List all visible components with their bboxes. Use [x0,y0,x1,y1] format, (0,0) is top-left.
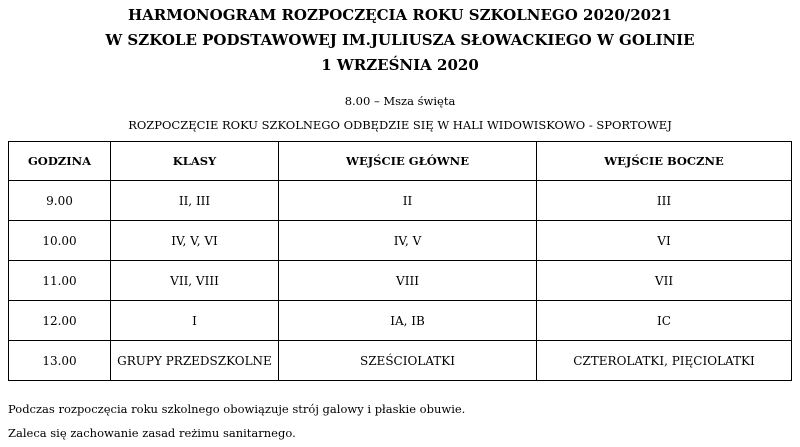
cell-main-entrance: IA, IB [279,301,537,341]
cell-hour: 11.00 [9,261,111,301]
cell-hour: 10.00 [9,221,111,261]
cell-main-entrance: SZEŚCIOLATKI [279,341,537,381]
cell-main-entrance: VIII [279,261,537,301]
cell-hour: 13.00 [9,341,111,381]
cell-main-entrance: II [279,181,537,221]
header-hour: GODZINA [9,142,111,181]
cell-classes: GRUPY PRZEDSZKOLNE [111,341,279,381]
cell-side-entrance: IC [537,301,792,341]
cell-hour: 9.00 [9,181,111,221]
schedule-table [8,141,792,381]
cell-hour: 12.00 [9,301,111,341]
mass-info: 8.00 – Msza święta [344,94,456,108]
table-row [9,181,792,221]
title-line-1: HARMONOGRAM ROZPOCZĘCIA ROKU SZKOLNEGO 2020/2021 [127,6,672,24]
header-side-entrance: WEJŚCIE BOCZNE [537,142,792,181]
table-row [9,221,792,261]
title-date: 1 WRZEŚNIA 2020 [321,56,479,74]
cell-side-entrance: VII [537,261,792,301]
header-classes: KLASY [111,142,279,181]
cell-classes: I [111,301,279,341]
table-row [9,261,792,301]
table-row [9,301,792,341]
sanitary-note: Zaleca się zachowanie zasad reżimu sanitarnego. [8,426,296,440]
dress-code-note: Podczas rozpoczęcia roku szkolnego obowiązuje strój galowy i płaskie obuwie. [8,402,466,416]
cell-classes: IV, V, VI [111,221,279,261]
table-header-row [9,142,792,181]
cell-side-entrance: VI [537,221,792,261]
cell-side-entrance: III [537,181,792,221]
hall-info: ROZPOCZĘCIE ROKU SZKOLNEGO ODBĘDZIE SIĘ W HALI WIDOWISKOWO - SPORTOWEJ [128,118,672,132]
cell-classes: VII, VIII [111,261,279,301]
cell-main-entrance: IV, V [279,221,537,261]
table-row [9,341,792,381]
header-main-entrance: WEJŚCIE GŁÓWNE [279,142,537,181]
cell-classes: II, III [111,181,279,221]
cell-side-entrance: CZTEROLATKI, PIĘCIOLATKI [537,341,792,381]
title-line-2: W SZKOLE PODSTAWOWEJ IM.JULIUSZA SŁOWACKIEGO W GOLINIE [105,31,695,49]
